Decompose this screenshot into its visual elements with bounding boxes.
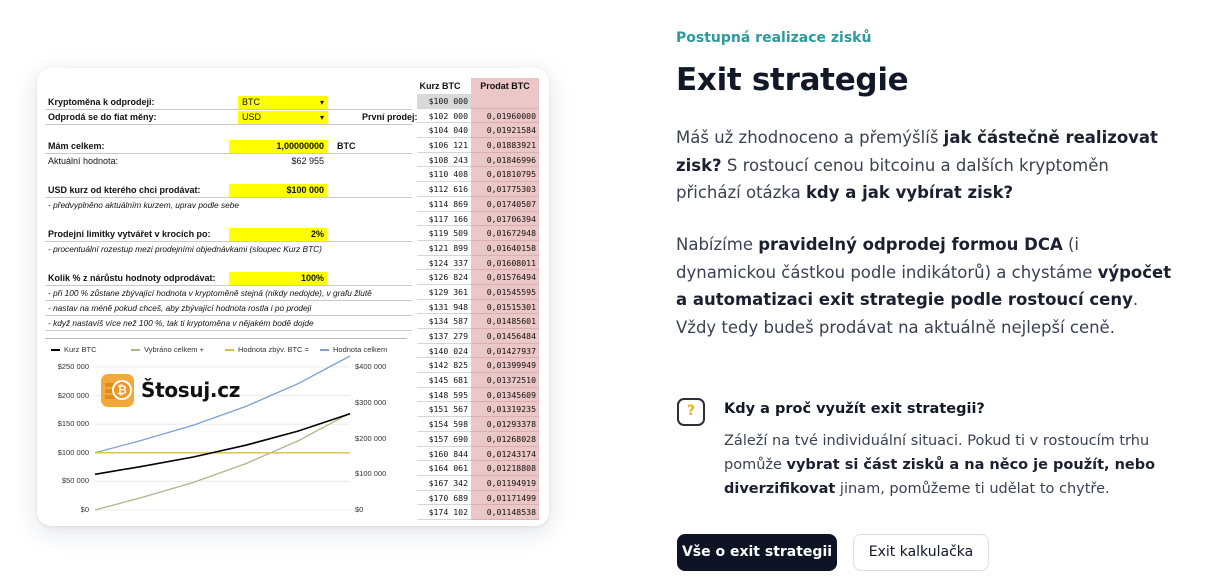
price-column — [417, 94, 471, 520]
logo-text: Štosuj.cz — [141, 378, 241, 402]
pct-note-2: - nastav na méně pokud chceš, aby zbývající hodnota rostla i po prodeji — [48, 303, 312, 313]
pct-note-3: - když nastavíš více než 100 %, tak ti kryptoměna v nějakém bodě dojde — [48, 318, 314, 328]
price-cell: $145 681 — [417, 373, 471, 388]
exit-chart — [45, 338, 407, 522]
price-cell: $134 587 — [417, 314, 471, 329]
row-pct-note-3 — [45, 316, 412, 331]
legend-item: Kurz BTC — [51, 345, 97, 354]
sell-cell: 0,01243174 — [471, 447, 539, 462]
sell-cell: 0,01883921 — [471, 138, 539, 153]
price-cell: $104 040 — [417, 123, 471, 138]
bitcoin-icon: ₿ — [112, 380, 132, 400]
sell-cell: 0,01545595 — [471, 285, 539, 300]
row-start — [45, 183, 412, 198]
price-cell: $126 824 — [417, 270, 471, 285]
intro-paragraph-1: Máš už zhodnoceno a přemýšlíš jak částečně realizovat zisk? S rostoucí cenou bitcoinu a dalších kryptoměn přichází otázka kdy a jak vybírat zisk? — [676, 128, 1158, 202]
price-cell: $170 689 — [417, 491, 471, 506]
row-current — [45, 154, 412, 169]
sell-cell: 0,01672948 — [471, 226, 539, 241]
section-eyebrow: Postupná realizace zisků — [676, 30, 872, 46]
row-have — [45, 139, 412, 154]
sell-cell: 0,01319235 — [471, 402, 539, 417]
price-cell: $102 000 — [417, 109, 471, 124]
current-label: Aktuální hodnota: — [48, 156, 119, 166]
price-cell: $121 899 — [417, 241, 471, 256]
fiat-label: Odprodá se do fiat měny: — [48, 112, 157, 122]
step-note: - procentuální rozestup mezi prodejními objednávkami (sloupec Kurz BTC) — [48, 244, 322, 254]
chart-plot — [45, 339, 407, 523]
crypto-select[interactable]: BTC ▾ — [238, 96, 328, 109]
price-cell: $174 102 — [417, 505, 471, 520]
sell-cell: 0,01608011 — [471, 256, 539, 271]
series-line-kurz-btc — [95, 414, 350, 475]
sell-cell: 0,01640158 — [471, 241, 539, 256]
sell-cell: 0,01372510 — [471, 373, 539, 388]
left-tick-label: $150 000 — [57, 419, 89, 429]
right-tick-label: $300 000 — [355, 397, 387, 407]
sell-cell: 0,01960000 — [471, 109, 539, 124]
sell-cell: 0,01456484 — [471, 329, 539, 344]
row-step — [45, 227, 412, 242]
legend-item: Hodnota zbýv. BTC = — [225, 345, 309, 354]
price-cell: $112 616 — [417, 182, 471, 197]
legend-item: Hodnota celkem — [320, 345, 387, 354]
right-tick-label: $200 000 — [355, 433, 387, 443]
price-cell: $160 844 — [417, 447, 471, 462]
sell-cell: 0,01810795 — [471, 167, 539, 182]
sell-cell — [471, 94, 539, 109]
start-label: USD kurz od kterého chci prodávat: — [48, 185, 201, 195]
pct-note-1: - při 100 % zůstane zbývající hodnota v kryptoměně stejná (nikdy nedojde), v grafu žlutě — [48, 288, 372, 298]
logo-mark — [101, 374, 134, 407]
price-cell: $140 024 — [417, 344, 471, 359]
price-cell: $164 061 — [417, 461, 471, 476]
price-cell: $110 408 — [417, 167, 471, 182]
sell-cell: 0,01740507 — [471, 197, 539, 212]
section-title: Exit strategie — [676, 62, 909, 98]
price-cell: $154 598 — [417, 417, 471, 432]
have-input[interactable]: 1,00000000 — [229, 140, 327, 153]
price-cell: $108 243 — [417, 153, 471, 168]
step-label: Prodejní limitky vytvářet v krocích po: — [48, 229, 211, 239]
have-unit: BTC — [337, 141, 356, 151]
crypto-label: Kryptoměna k odprodeji: — [48, 97, 155, 107]
sell-cell: 0,01148538 — [471, 505, 539, 520]
question-mark-icon: ? — [677, 398, 705, 426]
stosuj-logo — [101, 374, 251, 410]
price-cell: $137 279 — [417, 329, 471, 344]
left-tick-label: $0 — [80, 505, 89, 514]
column-header-sell: Prodat BTC — [471, 78, 539, 94]
row-pct-note-2 — [45, 301, 412, 316]
row-pct-note-1 — [45, 286, 412, 301]
row-start-note — [45, 198, 412, 213]
sell-cell: 0,01515301 — [471, 300, 539, 315]
price-cell: $131 948 — [417, 300, 471, 315]
fiat-select[interactable]: USD ▾ — [238, 111, 328, 124]
row-crypto — [45, 95, 412, 110]
have-label: Mám celkem: — [48, 141, 105, 151]
start-input[interactable]: $100 000 — [229, 184, 327, 197]
right-tick-label: $400 000 — [355, 362, 387, 371]
series-line-vybr-no-celkem — [95, 413, 350, 510]
price-cell: $157 690 — [417, 432, 471, 447]
exit-strategy-button[interactable]: Vše o exit strategii — [677, 534, 837, 571]
row-pct — [45, 271, 412, 286]
left-tick-label: $200 000 — [57, 390, 89, 400]
row-step-note — [45, 242, 412, 257]
price-cell: $142 825 — [417, 358, 471, 373]
right-tick-label: $0 — [355, 505, 364, 514]
sell-cell: 0,01485601 — [471, 314, 539, 329]
price-cell: $148 595 — [417, 388, 471, 403]
sell-cell: 0,01293378 — [471, 417, 539, 432]
left-tick-label: $50 000 — [61, 476, 89, 486]
sell-cell: 0,01576494 — [471, 270, 539, 285]
right-tick-label: $100 000 — [355, 469, 387, 479]
price-cell: $100 000 — [417, 94, 471, 109]
sell-cell: 0,01171499 — [471, 491, 539, 506]
price-cell: $167 342 — [417, 476, 471, 491]
legend-item: Vybráno celkem + — [131, 345, 204, 354]
spreadsheet — [45, 76, 541, 521]
left-tick-label: $100 000 — [57, 447, 89, 457]
price-cell: $124 337 — [417, 256, 471, 271]
sell-cell: 0,01345609 — [471, 388, 539, 403]
sell-cell: 0,01218808 — [471, 461, 539, 476]
current-value: $62 955 — [291, 156, 324, 166]
price-cell: $129 361 — [417, 285, 471, 300]
spreadsheet-preview-card — [37, 68, 549, 526]
sell-cell: 0,01921584 — [471, 123, 539, 138]
exit-calculator-button[interactable]: Exit kalkulačka — [853, 534, 989, 571]
sell-cell: 0,01846996 — [471, 153, 539, 168]
pct-label: Kolik % z nárůstu hodnoty odprodávat: — [48, 273, 216, 283]
row-fiat — [45, 110, 418, 125]
step-input[interactable]: 2% — [229, 228, 327, 241]
price-cell: $151 567 — [417, 402, 471, 417]
sell-cell: 0,01427937 — [471, 344, 539, 359]
sell-cell: 0,01399949 — [471, 358, 539, 373]
sell-cell: 0,01268028 — [471, 432, 539, 447]
intro-paragraph-2: Nabízíme pravidelný odprodej formou DCA (i dynamickou částkou podle indikátorů) a chystáme výpočet a automatizaci exit strategie podle rostoucí ceny. Vždy tedy budeš prodávat na aktuálně nejlepší ceně. — [676, 235, 1172, 337]
price-cell: $119 509 — [417, 226, 471, 241]
sell-cell: 0,01194919 — [471, 476, 539, 491]
pct-input[interactable]: 100% — [229, 272, 327, 285]
sell-column — [471, 94, 539, 520]
sell-cell: 0,01775303 — [471, 182, 539, 197]
start-note: - předvyplněno aktuálním kurzem, uprav podle sebe — [48, 200, 239, 210]
price-cell: $106 121 — [417, 138, 471, 153]
price-cell: $114 869 — [417, 197, 471, 212]
first-sell-label: První prodej: — [362, 112, 418, 122]
left-tick-label: $250 000 — [57, 362, 89, 371]
sell-cell: 0,01706394 — [471, 212, 539, 227]
column-header-price: Kurz BTC — [419, 81, 461, 91]
faq-title: Kdy a proč využít exit strategii? — [724, 401, 985, 417]
price-cell: $117 166 — [417, 212, 471, 227]
faq-text: Záleží na tvé individuální situaci. Pokud ti v rostoucím trhu pomůže vybrat si část zisků a na něco je použít, nebo diverzifikovat jinam, pomůžeme ti udělat to chytře. — [724, 433, 1156, 497]
